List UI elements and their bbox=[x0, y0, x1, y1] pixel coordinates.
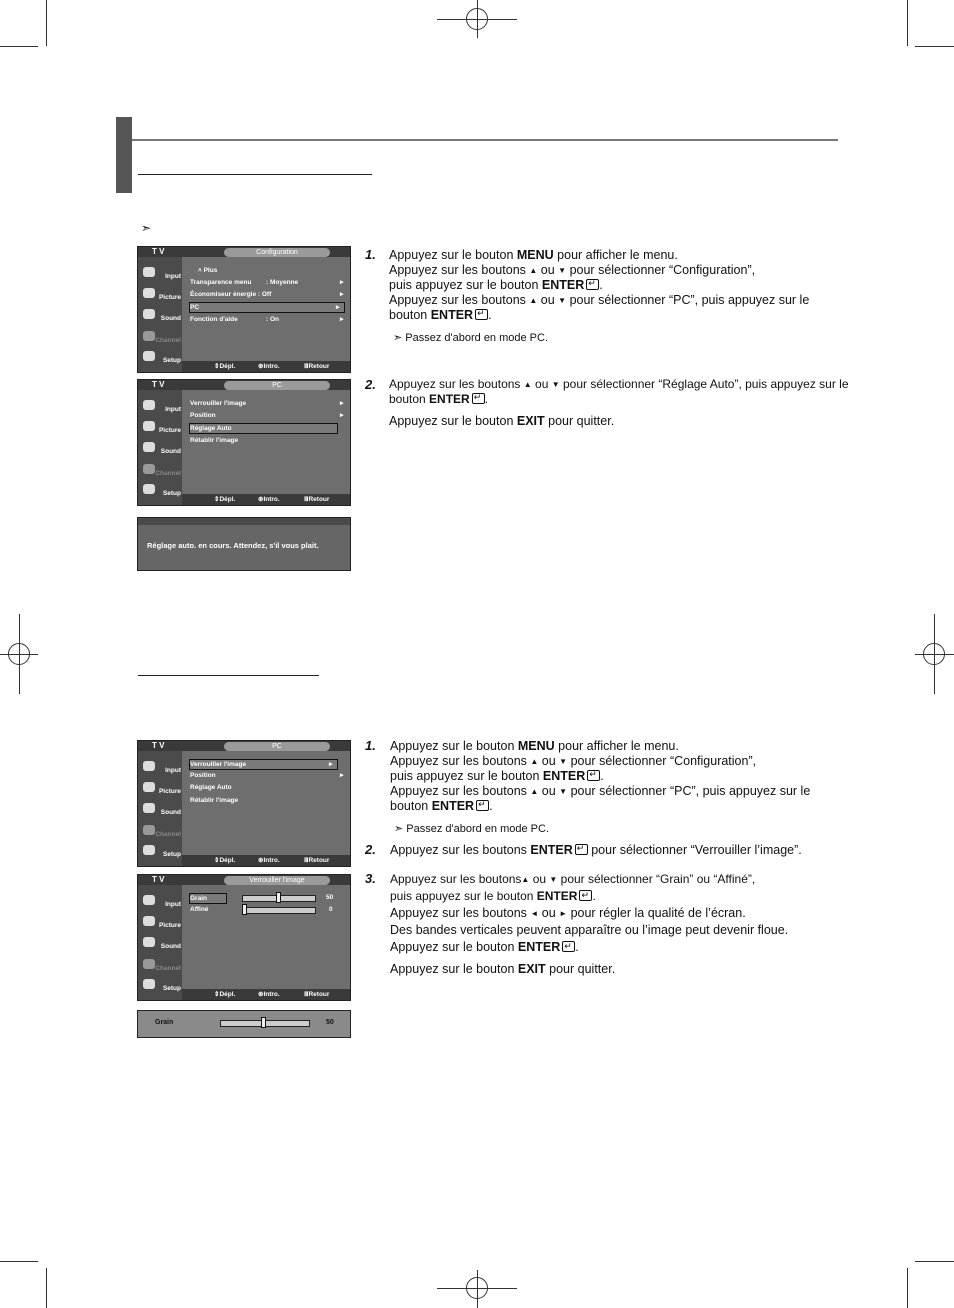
enter-icon bbox=[476, 800, 489, 811]
osd-pc-verrouiller bbox=[137, 740, 351, 867]
crop-mark bbox=[907, 1268, 908, 1308]
osd-tv-label: T V bbox=[152, 380, 165, 389]
step-number: 3. bbox=[365, 871, 376, 886]
affine-label: Affiné bbox=[190, 906, 209, 913]
osd-row-economiseur: Économiseur énergie : Off ► bbox=[190, 291, 345, 298]
input-item: Input bbox=[140, 398, 182, 417]
osd-footer: ⇕Dépl. ⊕Intro. ⅢRetour bbox=[182, 494, 350, 505]
osd-row-transparence: Transparence menu : Moyenne ► bbox=[190, 279, 345, 286]
up-arrow-icon: ▲ bbox=[529, 296, 538, 305]
crop-mark bbox=[46, 0, 47, 46]
osd-row: Réglage Auto bbox=[190, 784, 232, 791]
sound-icon bbox=[143, 309, 155, 319]
down-arrow-icon: ▼ bbox=[558, 266, 567, 275]
step-2-text: Appuyez sur les boutons ▲ ou ▼ pour sélectionner “Réglage Auto”, puis appuyez sur le bouton ENTER↵ . Appuyez sur le bouton EXIT pour quitter. bbox=[389, 377, 869, 429]
osd-configuration bbox=[137, 246, 351, 373]
affine-slider-knob bbox=[242, 904, 247, 915]
crop-mark bbox=[907, 0, 908, 46]
header-rule bbox=[132, 139, 838, 141]
sound-item: Sound bbox=[140, 935, 182, 954]
sound-item: Sound bbox=[140, 801, 182, 820]
enter-icon bbox=[579, 890, 592, 901]
input-icon bbox=[143, 761, 155, 771]
sound-icon bbox=[143, 803, 155, 813]
setup-item: Setup bbox=[140, 349, 182, 368]
crop-mark bbox=[46, 1268, 47, 1308]
channel-icon bbox=[143, 331, 155, 341]
up-arrow-icon: ▲ bbox=[523, 380, 532, 389]
enter-icon bbox=[587, 770, 600, 781]
sound-item: Sound bbox=[140, 440, 182, 459]
step-number: 1. bbox=[365, 247, 376, 262]
setup-item: Setup bbox=[140, 482, 182, 501]
osd-title: Verrouiller l'image bbox=[224, 876, 330, 885]
picture-icon bbox=[143, 782, 155, 792]
setup-icon bbox=[143, 484, 155, 494]
osd-message bbox=[137, 517, 351, 571]
picture-icon bbox=[143, 916, 155, 926]
osd-tv-label: T V bbox=[152, 247, 165, 256]
step-number: 1. bbox=[365, 738, 376, 753]
channel-icon bbox=[143, 959, 155, 969]
picture-icon bbox=[143, 288, 155, 298]
grain-bar-knob bbox=[261, 1017, 266, 1028]
grain-label: Grain bbox=[189, 893, 227, 904]
enter-icon bbox=[575, 844, 588, 855]
up-arrow-icon: ▲ bbox=[530, 757, 539, 766]
osd-row: Rétablir l'image bbox=[190, 797, 239, 804]
down-arrow-icon: ▼ bbox=[559, 757, 568, 766]
osd-row: Rétablir l'image bbox=[190, 437, 239, 444]
input-item: Input bbox=[140, 759, 182, 778]
osd-row: Position ► bbox=[190, 772, 345, 779]
osd-tv-label: T V bbox=[152, 875, 165, 884]
down-arrow-icon: ▼ bbox=[549, 875, 558, 884]
step-3-text: Appuyez sur les boutons▲ ou ▼ pour sélectionner “Grain” ou “Affiné”, puis appuyez sur le bouton ENTER↵ . Appuyez sur les boutons ◄ ou ► pour régler la qualité de l’écran. Des bandes verticales peuvent apparaître ou l’image peut devenir floue. Appuyez sur le bouton ENTER↵ . Appuyez sur le bouton EXIT pour quitter. bbox=[390, 871, 870, 978]
setup-item: Setup bbox=[140, 843, 182, 862]
down-arrow-icon: ▼ bbox=[559, 787, 568, 796]
registration-mark bbox=[466, 1277, 488, 1299]
up-arrow-icon: ▲ bbox=[530, 787, 539, 796]
crop-mark bbox=[915, 1261, 954, 1262]
grain-slider-knob bbox=[276, 892, 281, 903]
channel-item: Channel bbox=[140, 462, 182, 481]
picture-item: Picture bbox=[140, 914, 182, 933]
affine-value: 0 bbox=[329, 906, 333, 913]
note: ➣ Passez d'abord en mode PC. bbox=[393, 332, 549, 344]
registration-mark bbox=[8, 643, 30, 665]
setup-icon bbox=[143, 845, 155, 855]
osd-sidebar bbox=[138, 257, 182, 373]
channel-item: Channel bbox=[140, 957, 182, 976]
left-arrow-icon: ◄ bbox=[530, 909, 539, 918]
osd-sidebar bbox=[138, 390, 182, 506]
enter-icon bbox=[475, 309, 488, 320]
input-icon bbox=[143, 895, 155, 905]
input-icon bbox=[143, 267, 155, 277]
crop-mark bbox=[0, 1261, 38, 1262]
step-number: 2. bbox=[365, 377, 376, 392]
setup-item: Setup bbox=[140, 977, 182, 996]
osd-sidebar bbox=[138, 885, 182, 1001]
affine-slider bbox=[242, 907, 316, 914]
osd-pc-reglage bbox=[137, 379, 351, 506]
sound-icon bbox=[143, 937, 155, 947]
crop-mark bbox=[915, 46, 954, 47]
up-arrow-icon: ▲ bbox=[521, 875, 530, 884]
enter-icon bbox=[472, 393, 485, 404]
osd-message-text: Réglage auto. en cours. Attendez, s'il vous plait. bbox=[147, 541, 319, 550]
osd-tv-label: T V bbox=[152, 741, 165, 750]
input-item: Input bbox=[140, 265, 182, 284]
section-underline bbox=[138, 675, 319, 676]
enter-icon bbox=[586, 279, 599, 290]
osd-row-selected: Réglage Auto bbox=[189, 423, 338, 434]
crop-mark bbox=[0, 46, 38, 47]
osd-row-pc: PC ► bbox=[189, 302, 345, 313]
channel-item: Channel bbox=[140, 329, 182, 348]
note-arrow-icon: ➣ bbox=[141, 221, 152, 235]
osd-row-selected: Verrouiller l'image ► bbox=[189, 759, 338, 770]
picture-item: Picture bbox=[140, 286, 182, 305]
channel-icon bbox=[143, 825, 155, 835]
note-arrow-icon: ➣ bbox=[394, 823, 404, 835]
step-1-text: Appuyez sur le bouton MENU pour afficher le menu. Appuyez sur les boutons ▲ ou ▼ pour sélectionner “Configuration”, puis appuyez sur le bouton ENTER↵ . Appuyez sur les boutons ▲ ou ▼ pour sélectionner “PC”, puis appuyez sur le bouton ENTER↵ . bbox=[390, 739, 870, 814]
osd-sidebar bbox=[138, 751, 182, 867]
osd-title: PC bbox=[224, 381, 330, 390]
header-bar bbox=[116, 117, 132, 193]
registration-mark bbox=[466, 8, 488, 30]
step-1-text: Appuyez sur le bouton MENU pour afficher le menu. Appuyez sur les boutons ▲ ou ▼ pour sélectionner “Configuration”, puis appuyez sur le bouton ENTER↵ . Appuyez sur les boutons ▲ ou ▼ pour sélectionner “PC”, puis appuyez sur le bouton ENTER↵ . bbox=[389, 248, 869, 323]
sound-item: Sound bbox=[140, 307, 182, 326]
note: ➣ Passez d'abord en mode PC. bbox=[394, 823, 550, 835]
up-arrow-icon: ▲ bbox=[529, 266, 538, 275]
osd-footer: ⇕Dépl. ⊕Intro. ⅢRetour bbox=[182, 361, 350, 372]
osd-grain-bar bbox=[137, 1010, 351, 1038]
enter-icon bbox=[562, 941, 575, 952]
setup-icon bbox=[143, 351, 155, 361]
osd-row: Verrouiller l'image ► bbox=[190, 400, 345, 407]
osd-title: PC bbox=[224, 742, 330, 751]
section-underline bbox=[138, 174, 372, 175]
channel-icon bbox=[143, 464, 155, 474]
osd-row-fonction: Fonction d'aide : On ► bbox=[190, 316, 345, 323]
input-icon bbox=[143, 400, 155, 410]
sound-icon bbox=[143, 442, 155, 452]
note-arrow-icon: ➣ bbox=[393, 332, 403, 344]
osd-row-plus: ˄ Plus bbox=[198, 267, 218, 274]
grain-bar-label: Grain bbox=[155, 1019, 174, 1026]
step-2-text: Appuyez sur les boutons ENTER↵ pour sélectionner “Verrouiller l’image”. bbox=[390, 843, 870, 858]
setup-icon bbox=[143, 979, 155, 989]
osd-footer: ⇕Dépl. ⊕Intro. ⅢRetour bbox=[182, 855, 350, 866]
picture-item: Picture bbox=[140, 419, 182, 438]
step-number: 2. bbox=[365, 842, 376, 857]
osd-footer: ⇕Dépl. ⊕Intro. ⅢRetour bbox=[182, 989, 350, 1000]
osd-title: Configuration bbox=[224, 248, 330, 257]
right-arrow-icon: ► bbox=[559, 909, 568, 918]
registration-mark bbox=[923, 643, 945, 665]
osd-verrouiller-image bbox=[137, 874, 351, 1001]
down-arrow-icon: ▼ bbox=[558, 296, 567, 305]
down-arrow-icon: ▼ bbox=[551, 380, 560, 389]
grain-value: 50 bbox=[326, 894, 334, 901]
channel-item: Channel bbox=[140, 823, 182, 842]
input-item: Input bbox=[140, 893, 182, 912]
osd-row: Position ► bbox=[190, 412, 345, 419]
grain-bar-value: 50 bbox=[326, 1019, 334, 1026]
picture-item: Picture bbox=[140, 780, 182, 799]
picture-icon bbox=[143, 421, 155, 431]
